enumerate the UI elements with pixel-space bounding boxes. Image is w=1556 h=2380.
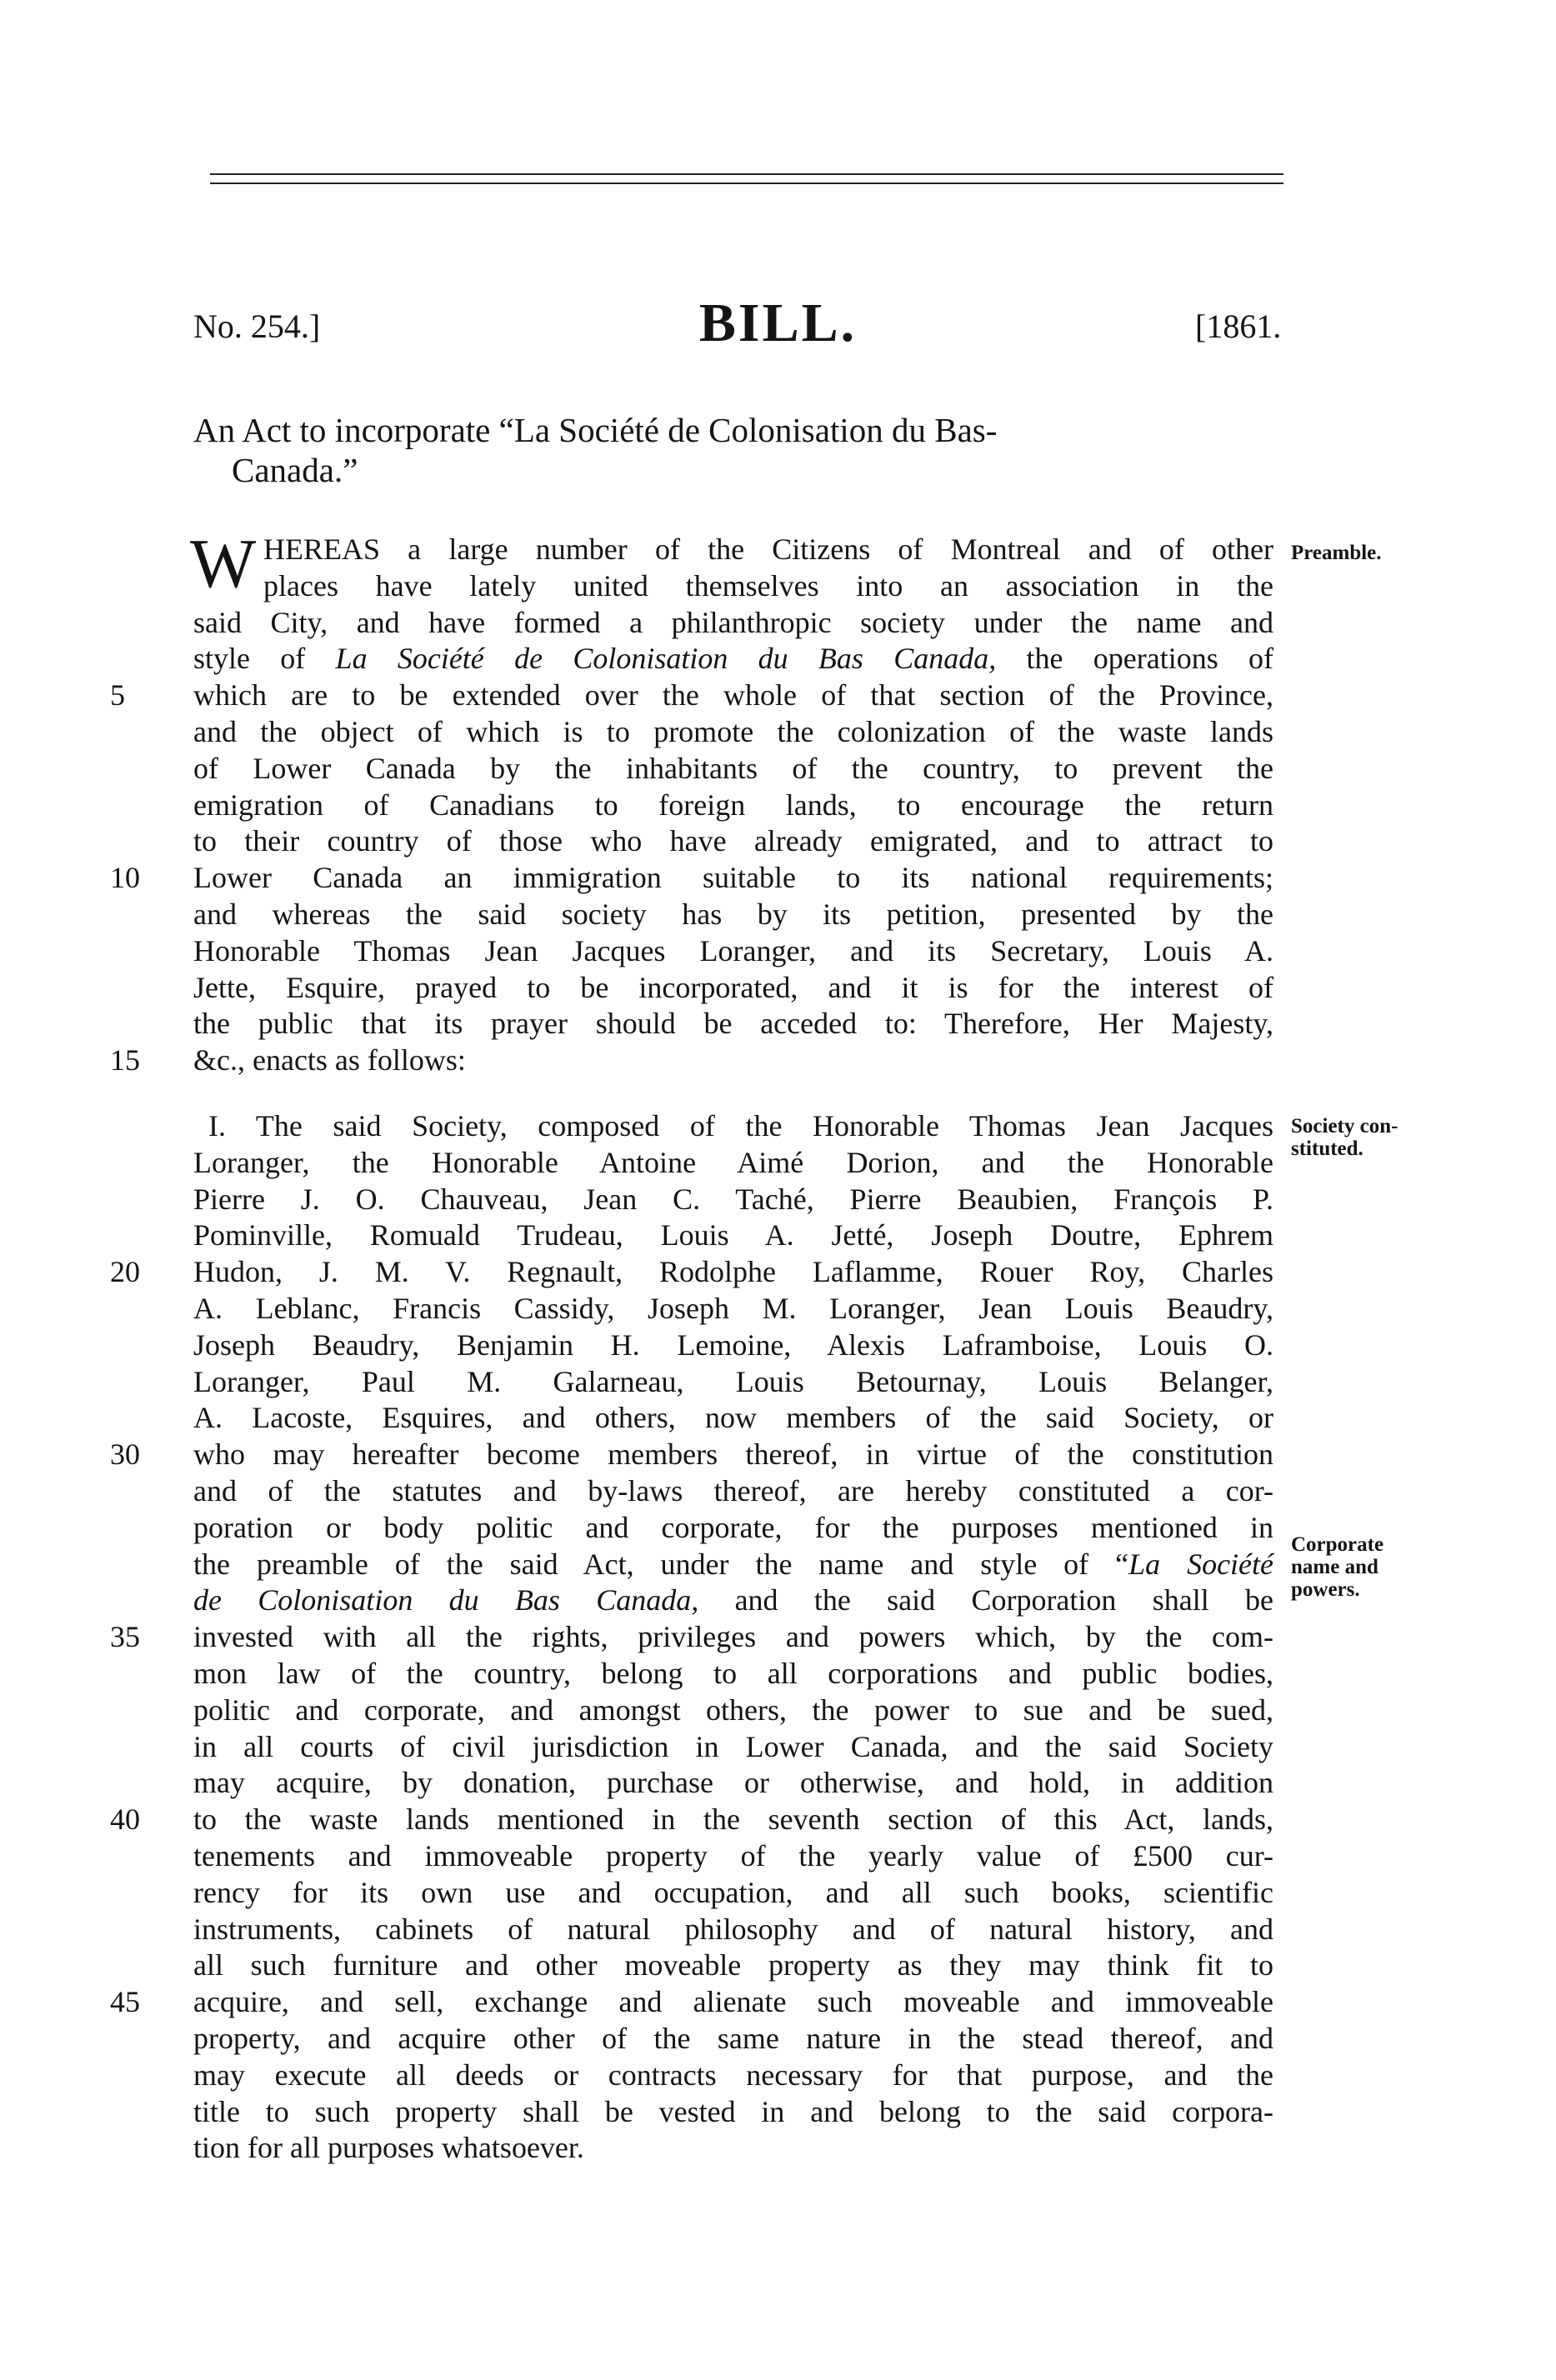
drop-cap: W	[190, 525, 257, 602]
line-text: A. Leblanc, Francis Cassidy, Joseph M. Loranger, Jean Louis Beaudry,	[193, 1291, 1273, 1325]
line-text: style of	[193, 642, 336, 676]
line-number: 15	[110, 1043, 140, 1078]
line-text: which are to be extended over the whole of that section of the Province,	[193, 678, 1273, 712]
text-line	[193, 532, 1273, 568]
text-line	[193, 1182, 1273, 1218]
line-text: the operations of	[996, 642, 1273, 676]
text-line	[193, 1948, 1273, 1984]
line-text: to their country of those who have already emigrated, and to attract to	[193, 824, 1273, 858]
line-text: places have lately united themselves into an association in the	[263, 568, 1273, 602]
text-line	[193, 1765, 1273, 1802]
text-line	[193, 933, 1273, 970]
text-line	[193, 751, 1273, 788]
text-line	[110, 1437, 1273, 1473]
line-text: the public that its prayer should be acceded to: Therefore, Her Majesty,	[193, 1007, 1273, 1041]
margin-note-line: stituted.	[1291, 1138, 1363, 1160]
text-line	[193, 1473, 1273, 1510]
line-text: instruments, cabinets of natural philosophy and of natural history, and	[193, 1912, 1273, 1946]
line-text: title to such property shall be vested in and belong to the said corpora-	[193, 2094, 1273, 2128]
line-text: invested with all the rights, privileges and powers which, by the com-	[193, 1620, 1273, 1654]
line-text: all such furniture and other moveable property as they may think fit to	[193, 1948, 1273, 1982]
text-line	[110, 1254, 1273, 1291]
top-rule-lower	[210, 182, 1283, 184]
line-text: Lower Canada an immigration suitable to its national requirements;	[193, 861, 1273, 895]
line-text: in all courts of civil jurisdiction in Lower Canada, and the said Society	[193, 1729, 1273, 1763]
text-line	[193, 1218, 1273, 1254]
text-line	[110, 1984, 1273, 2021]
line-number: 45	[110, 1985, 140, 2019]
text-line	[193, 1400, 1273, 1437]
line-text: Honorable Thomas Jean Jacques Loranger, and its Secretary, Louis A.	[193, 933, 1273, 968]
text-line	[193, 2130, 1273, 2167]
line-text: and the object of which is to promote the colonization of the waste lands	[193, 714, 1273, 748]
text-line	[193, 1006, 1273, 1042]
text-line	[193, 788, 1273, 824]
text-line	[110, 678, 1273, 714]
line-text: Pierre J. O. Chauveau, Jean C. Taché, Pierre Beaubien, François P.	[193, 1182, 1273, 1216]
line-text: Pominville, Romuald Trudeau, Louis A. Jetté, Joseph Doutre, Ephrem	[193, 1218, 1273, 1252]
line-number: 30	[110, 1438, 140, 1472]
line-number: 5	[110, 678, 125, 712]
text-line	[193, 897, 1273, 933]
text-line	[193, 1692, 1273, 1729]
text-line	[193, 1328, 1273, 1364]
text-line	[193, 1729, 1273, 1766]
margin-note-preamble	[1291, 542, 1541, 564]
line-text: and the said Corporation shall be	[698, 1583, 1274, 1618]
italic-name: La Société de Colonisation du Bas Canada,	[335, 642, 997, 676]
text-line	[193, 1547, 1273, 1583]
line-text: HEREAS a large number of the Citizens of Montreal and of other	[263, 532, 1273, 566]
line-text: property, and acquire other of the same nature in the stead thereof, and	[193, 2021, 1273, 2055]
text-line	[193, 641, 1273, 678]
line-text: of Lower Canada by the inhabitants of the country, to prevent the	[193, 751, 1273, 785]
margin-note-corporate-name	[1291, 1533, 1541, 1601]
line-text: politic and corporate, and amongst others, the power to sue and be sued,	[193, 1692, 1273, 1727]
line-text: to the waste lands mentioned in the seventh section of this Act, lands,	[193, 1802, 1273, 1837]
text-line	[110, 1802, 1273, 1838]
text-line	[193, 2094, 1273, 2131]
line-text: tenements and immoveable property of the yearly value of £500 cur-	[193, 1838, 1273, 1872]
act-title	[193, 410, 1285, 490]
bill-year: [1861.	[1195, 308, 1282, 345]
line-text: may acquire, by donation, purchase or otherwise, and hold, in addition	[193, 1766, 1273, 1800]
text-line	[193, 1656, 1273, 1692]
text-line	[110, 1042, 1273, 1079]
text-line	[193, 1291, 1273, 1328]
margin-note-line: name and	[1291, 1556, 1378, 1578]
italic-name: La Société	[1128, 1547, 1274, 1581]
section-one-text	[110, 1108, 1274, 2167]
line-text: the preamble of the said Act, under the name and style of “	[193, 1547, 1129, 1581]
text-line	[110, 1619, 1273, 1656]
text-line	[193, 1912, 1273, 1948]
line-number: 20	[110, 1255, 140, 1289]
line-text: said City, and have formed a philanthropic society under the name and	[193, 605, 1273, 639]
text-line	[193, 1582, 1273, 1619]
text-line	[193, 568, 1273, 605]
line-text: and whereas the said society has by its petition, presented by the	[193, 897, 1273, 931]
text-line	[193, 1838, 1273, 1875]
line-text: acquire, and sell, exchange and alienate such moveable and immoveable	[193, 1985, 1273, 2019]
bill-title: BILL.	[698, 292, 858, 353]
line-number: 10	[110, 861, 140, 895]
line-text: and of the statutes and by-laws thereof, are hereby constituted a cor-	[193, 1473, 1273, 1508]
margin-note-society-constituted	[1291, 1115, 1541, 1160]
line-text: Joseph Beaudry, Benjamin H. Lemoine, Alexis Laframboise, Louis O.	[193, 1328, 1273, 1362]
line-text: Loranger, the Honorable Antoine Aimé Dorion, and the Honorable	[193, 1145, 1273, 1179]
preamble-text	[110, 525, 1273, 1079]
line-text: Jette, Esquire, prayed to be incorporated, and it is for the interest of	[193, 970, 1273, 1004]
text-line	[193, 2021, 1273, 2058]
line-text: may execute all deeds or contracts necessary for that purpose, and the	[193, 2058, 1273, 2092]
text-line	[110, 860, 1273, 897]
margin-note-line: powers.	[1291, 1578, 1360, 1601]
text-line	[193, 1145, 1273, 1182]
line-number: 35	[110, 1620, 140, 1654]
line-text: mon law of the country, belong to all corporations and public bodies,	[193, 1656, 1273, 1690]
text-line	[193, 1108, 1273, 1145]
text-line	[193, 605, 1273, 642]
text-line	[193, 1364, 1273, 1401]
line-text: poration or body politic and corporate, for the purposes mentioned in	[193, 1510, 1273, 1544]
text-line	[193, 823, 1273, 860]
top-rule	[210, 173, 1283, 175]
text-line	[193, 1510, 1273, 1547]
line-text: emigration of Canadians to foreign lands, to encourage the return	[193, 788, 1273, 822]
italic-name: de Colonisation du Bas Canada,	[193, 1583, 699, 1618]
text-line	[193, 714, 1273, 751]
text-line	[193, 1875, 1273, 1912]
line-text: Loranger, Paul M. Galarneau, Louis Betournay, Louis Belanger,	[193, 1364, 1273, 1398]
line-text: tion for all purposes whatsoever.	[193, 2131, 584, 2165]
margin-note-line: Preamble.	[1291, 542, 1382, 564]
line-text: I. The said Society, composed of the Honorable Thomas Jean Jacques	[208, 1109, 1273, 1142]
margin-note-line: Corporate	[1291, 1533, 1384, 1556]
text-line	[193, 970, 1273, 1007]
act-title-line: Canada.”	[232, 451, 358, 489]
bill-number: No. 254.]	[193, 308, 321, 345]
margin-note-line: Society con-	[1291, 1115, 1398, 1138]
line-text: &c., enacts as follows:	[193, 1043, 466, 1078]
act-title-line: An Act to incorporate “La Société de Colonisation du Bas-	[193, 411, 998, 449]
line-number: 40	[110, 1802, 140, 1837]
line-text: A. Lacoste, Esquires, and others, now members of the said Society, or	[193, 1401, 1273, 1435]
text-line	[193, 2058, 1273, 2094]
line-text: who may hereafter become members thereof, in virtue of the constitution	[193, 1438, 1273, 1472]
line-text: rency for its own use and occupation, and all such books, scientific	[193, 1875, 1273, 1909]
line-text: Hudon, J. M. V. Regnault, Rodolphe Laflamme, Rouer Roy, Charles	[193, 1255, 1273, 1289]
